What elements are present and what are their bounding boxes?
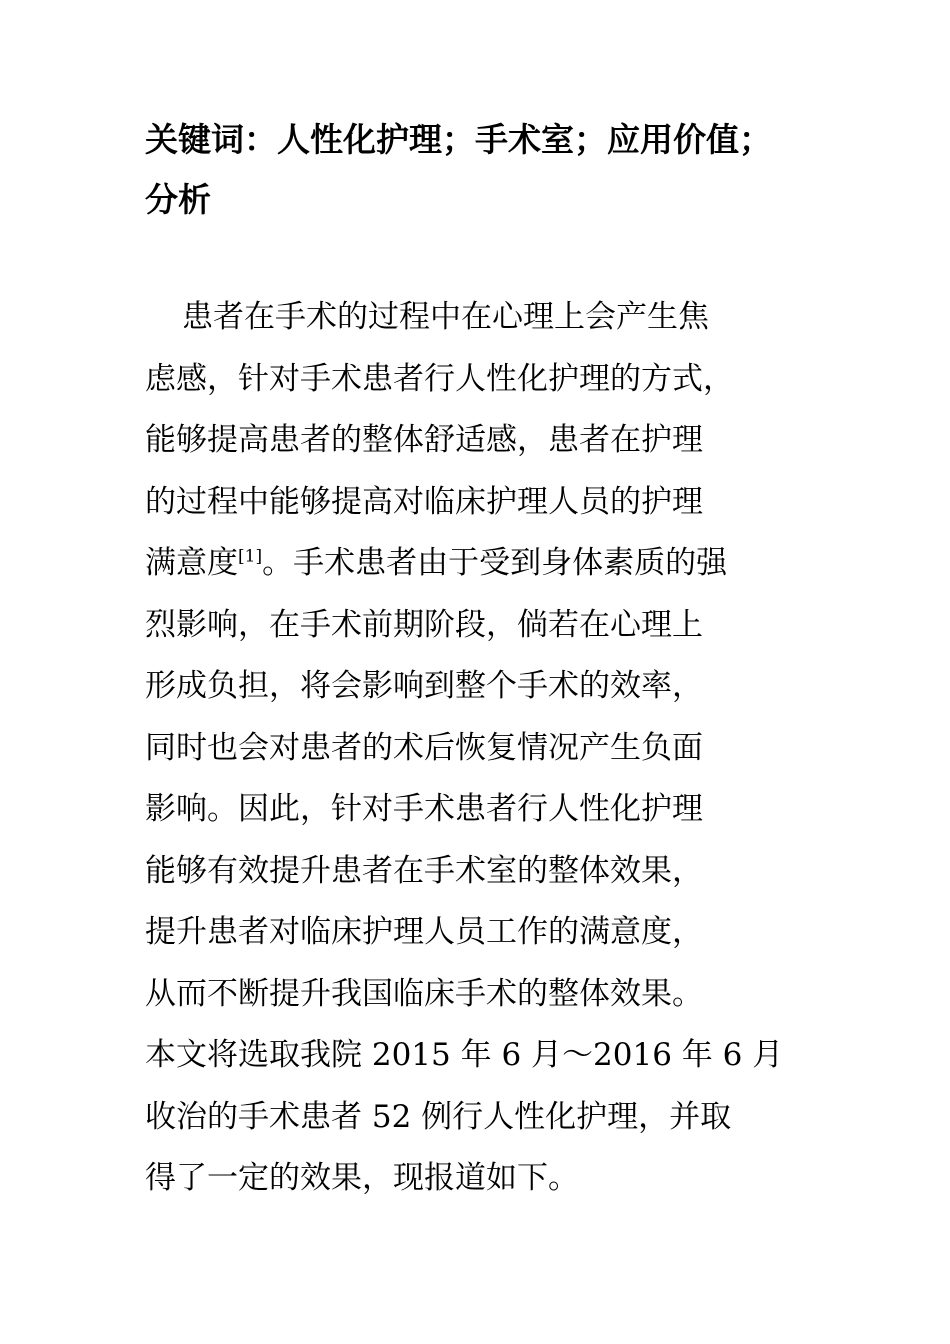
body-paragraph: [145, 287, 825, 1210]
paragraph-line-3: 能够提高患者的整体舒适感，患者在护理: [145, 422, 703, 458]
paragraph-line-15: 得了一定的效果，现报道如下。: [145, 1160, 579, 1196]
paragraph-line-10: 能够有效提升患者在手术室的整体效果，: [145, 852, 703, 889]
citation-marker: [1]: [238, 546, 263, 567]
paragraph-line-5: [145, 533, 825, 595]
paragraph-line-14: 收治的手术患者 52 例行人性化护理，并取: [145, 1098, 732, 1135]
keywords-heading: [145, 110, 825, 230]
paragraph-line-13: 本文将选取我院 2015 年 6 月～2016 年 6 月: [145, 1037, 784, 1073]
paragraph-line-4: 的过程中能够提高对临床护理人员的护理: [145, 483, 703, 520]
keywords-line-2: 分析: [145, 180, 211, 219]
paragraph-line-9: 影响。因此，针对手术患者行人性化护理: [145, 791, 703, 827]
paragraph-line-11: 提升患者对临床护理人员工作的满意度，: [145, 914, 703, 950]
paragraph-line-12: 从而不断提升我国临床手术的整体效果。: [145, 975, 703, 1012]
keywords-line-1: 关键词：人性化护理；手术室；应用价值；: [145, 120, 772, 159]
paragraph-line-8: 同时也会对患者的术后恢复情况产生负面: [145, 729, 703, 766]
paragraph-line-1: 患者在手术的过程中在心理上会产生焦: [182, 299, 709, 335]
paragraph-line-5-end: 。手术患者由于受到身体素质的强: [262, 545, 728, 581]
paragraph-line-2: 虑感，针对手术患者行人性化护理的方式，: [145, 360, 734, 397]
paragraph-line-6: 烈影响，在手术前期阶段，倘若在心理上: [145, 606, 703, 643]
paragraph-line-7: 形成负担，将会影响到整个手术的效率，: [145, 668, 703, 704]
paragraph-line-5-start: 满意度: [145, 545, 238, 581]
